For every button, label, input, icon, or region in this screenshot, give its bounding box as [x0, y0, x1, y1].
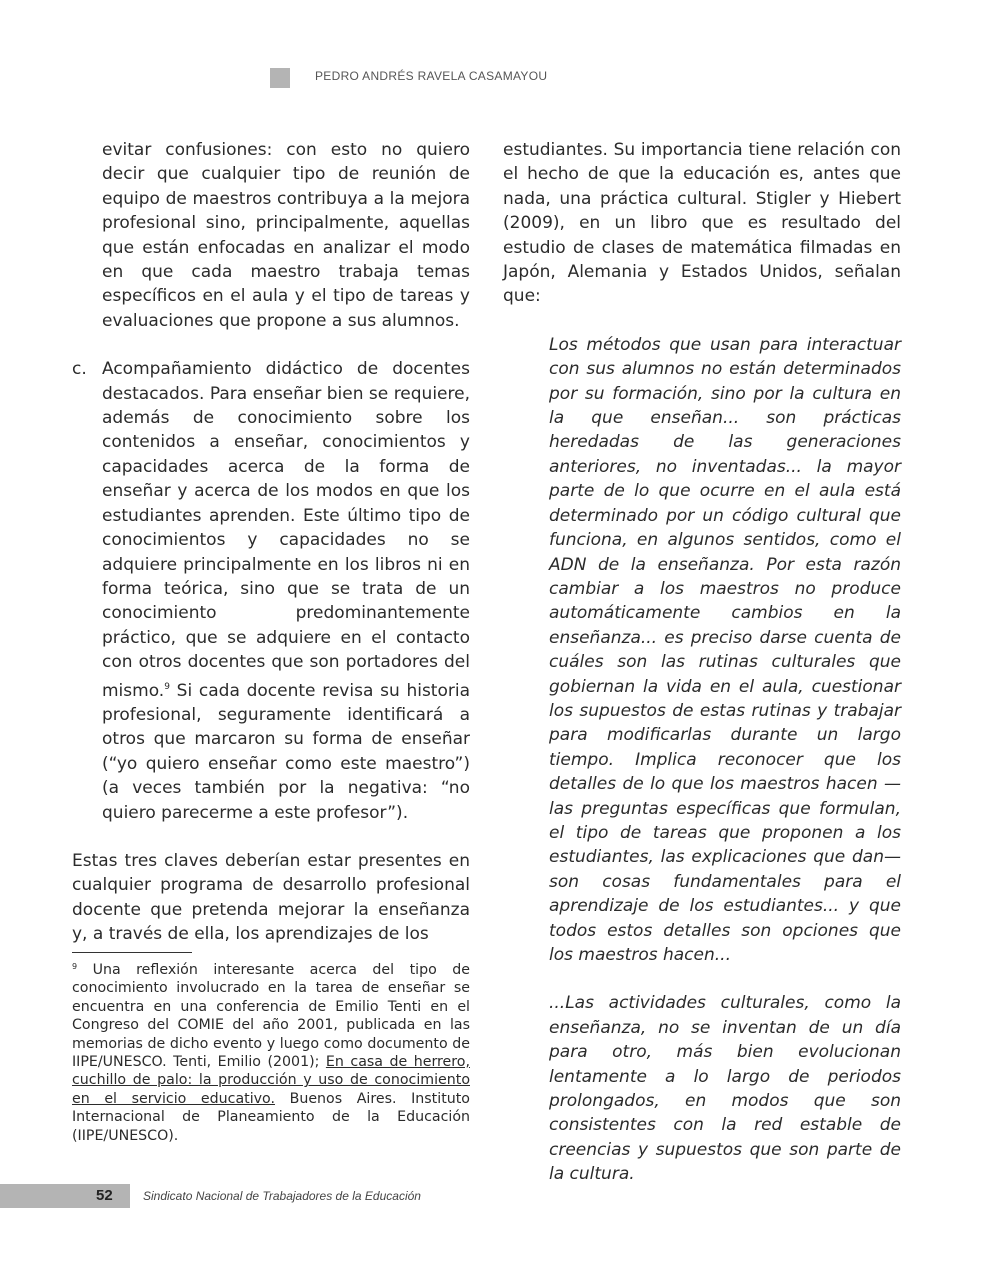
footnote-number: 9 [72, 962, 78, 971]
footnote-separator [72, 952, 192, 953]
page-number: 52 [96, 1187, 113, 1204]
list-item-c [72, 357, 470, 825]
right-continuation-paragraph: estudiantes. Su importancia tiene relación con el hecho de que la educación es, antes que nada, una práctica cultural. Stigler y Hiebert (2009), en un libro que es resultado del estudio de clases de matemática filmadas en Japón, Alemania y Estados Unidos, señalan que: [503, 140, 901, 307]
running-header-author: PEDRO ANDRÉS RAVELA CASAMAYOU [315, 69, 548, 83]
header-square-decoration [270, 68, 290, 88]
footnote-cited-title[interactable]: En casa de herrero, cuchillo de palo: la producción y uso de conocimiento en el servicio educativo. [72, 1054, 470, 1107]
list-item-text: Acompañamiento didáctico de docentes destacados. Para enseñar bien se requiere, además de conocimiento sobre los contenidos a enseñar, conocimientos y capacidades acerca de la forma de enseñar y acerca de los modos en que los estudiantes aprenden. Este último tipo de conocimientos y capacidades no se adquiere principalmente en los libros ni en forma teórica, sino que se trata de un conocimiento predominantemente práctico, que se adquiere en el contacto con otros docentes que son portadores del mismo. [102, 359, 470, 701]
left-continuation-paragraph: evitar confusiones: con esto no quiero decir que cualquier tipo de reunión de equipo de maestros contribuya a la mejora profesional sino, principalmente, aquellas que están enfocadas en analizar el modo en que cada maestro trabaja temas específicos en el aula y el tipo de tareas y evaluaciones que propone a sus alumnos. [102, 140, 470, 331]
closing-paragraph: Estas tres claves deberían estar presentes en cualquier programa de desarrollo profesional docente que pretenda mejorar la enseñanza y, a través de ella, los aprendizajes de los [72, 850, 470, 945]
right-column [503, 138, 901, 1187]
list-marker: c. [72, 359, 87, 380]
footer-publisher: Sindicato Nacional de Trabajadores de la Educación [143, 1189, 421, 1203]
footnote-text-continued: Buenos Aires. Instituto Internacional de Planeamiento de la Educación (IIPE/UNESCO). [72, 1090, 470, 1144]
block-quote-2: ...Las actividades culturales, como la enseñanza, no se inventan de un día para otro, más bien evolucionan lentamente a lo largo de periodos prolongados, en modos que son consistentes con la red estable de creencias y supuestos que son parte de la cultura. [549, 993, 901, 1185]
list-item-text-continued: Si cada docente revisa su historia profesional, seguramente identificará a otros que marcaron su forma de enseñar (“yo quiero enseñar como este maestro”) (a veces también por la negativa: “no quiero parecerme a este profesor”). [102, 680, 470, 823]
footnote [72, 958, 470, 1145]
left-column [72, 138, 470, 947]
footnote-reference[interactable]: 9 [164, 681, 170, 692]
block-quote-1: Los métodos que usan para interactuar con sus alumnos no están determinados por su formación, sino por la cultura en la que enseñan... son prácticas heredadas de las generaciones anteriores, no inventadas... la mayor parte de lo que ocurre en el aula está determinado por un código cultural que funciona, en algunos sentidos, como el ADN de la enseñanza. Por esta razón cambiar a los maestros no produce automáticamente cambios en la enseñanza... es preciso darse cuenta de cuáles son las rutinas culturales que gobiernan la vida en el aula, cuestionar los supuestos de estas rutinas y trabajar para modificarlas durante un largo tiempo. Implica reconocer que los detalles de lo que los maestros hacen —las preguntas específicas que formulan, el tipo de tareas que proponen a los estudiantes, las explicaciones que dan— son cosas fundamentales para el aprendizaje de los estudiantes... y que todos estos detalles son opciones que los maestros hacen... [549, 334, 901, 965]
footnote-text: Una reflexión interesante acerca del tipo de conocimiento involucrado en la tarea de enseñar se encuentra en una conferencia de Emilio Tenti en el Congreso del COMIE del año 2001, publicada en las memorias de dicho evento y luego como documento de IIPE/UNESCO. Tenti, Emilio (2001); [72, 962, 470, 1071]
